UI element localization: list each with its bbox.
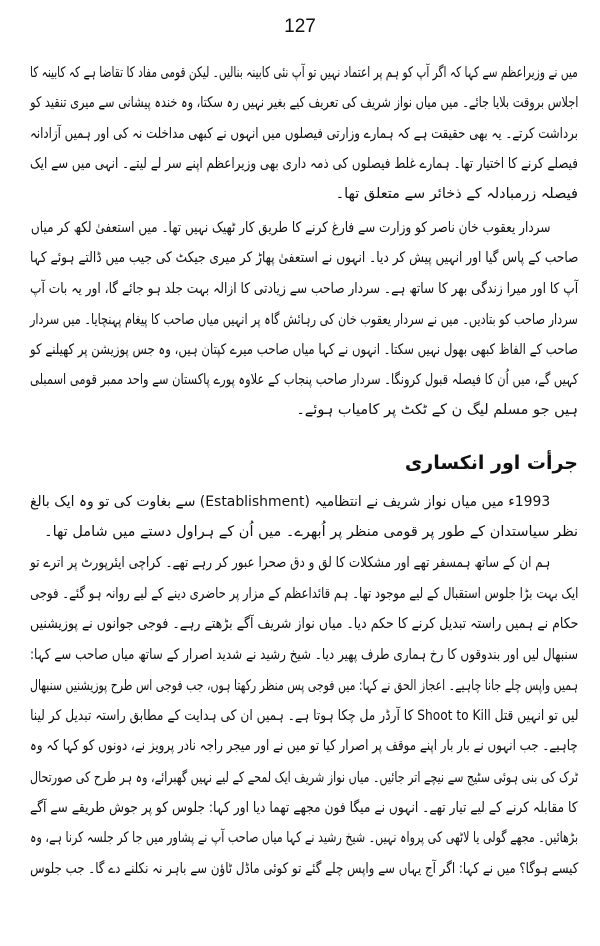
text-line [30,123,578,145]
line-text: فیصلے کرنے کا اختیار تھا۔ ہمارے غلط فیصلوں کی ذمہ داری بھی وزیراعظم اپنے سر لے لیتے۔ انہی میں سے ایک [30,156,578,172]
line-text: سردار صاحب کو بتادیں۔ میں نے سردار یعقوب خان کی رہائش گاہ پر انہیں میاں صاحب کا پیغام پہنچایا۔ میں سردار [30,312,578,328]
line-text: کہیں گے، میں اُن کا فیصلہ قبول کرونگا۔ سردار صاحب پنجاب کے علاوہ پورے پاکستان سے واحد ممبر قومی اسمبلی [29,372,578,388]
text-line [30,521,578,543]
text-line [30,613,578,635]
section-heading: جرأت اور انکساری [404,452,578,474]
line-text: سنبھال لیں اور بندوقوں کا رخ ہماری طرف پھیر دیا۔ شیخ رشید نے شدید اصرار کے ساتھ میاں صاحب سے کہا: [29,647,578,663]
text-line [30,247,578,269]
line-text: نظر سیاستدان کے طور پر قومی منظر پر اُبھرے۔ میں اُن کے ہراول دستے میں شامل تھا۔ [44,524,578,540]
line-text: لیں تو انہیں قتل Shoot to Kill کا آرڈر مل چکا ہوتا ہے۔ ہمیں ان کی ہدایت کے مطابق راستہ تبدیل کر لینا [29,708,578,724]
text-line [30,797,578,819]
line-text: کیسے ہوگا؟ میں نے کہا: اگر آج یہاں سے واپس چلے گئے تو کوئی ماڈل ٹاؤن سے باہر نہ نکلنے دے گا۔ جب جلوس [29,861,578,877]
text-line [30,92,578,114]
line-text: فیصلہ زرمبادلہ کے ذخائر سے متعلق تھا۔ [335,186,578,202]
text-line [30,217,550,239]
text-line [30,858,578,880]
text-line [30,675,578,697]
text-line [30,767,578,789]
text-line [30,583,578,605]
text-line [30,309,578,331]
line-text: صاحب کے الفاظ کبھی بھول نہیں سکتا۔ انہوں نے کہا میاں صاحب میرے کپتان ہیں، وہ جس پوزیشن پر کھیلنے کو [30,342,578,358]
line-text: بڑھائیں۔ مجھے گولی یا لاٹھی کی پرواہ نہیں۔ شیخ رشید نے کہا میاں صاحب آپ نے پشاور میں جا کر جلسہ کرنا ہے، وہ [29,830,578,846]
line-text: کا مقابلہ کرنے کے لیے تیار تھے۔ انہوں نے میگا فون مجھے تھما دیا اور کہا: جلوس کو پر جوش طریقے سے آگے [30,800,578,816]
page-number: 127 [284,16,316,37]
line-text: برداشت کرتے۔ یہ بھی حقیقت ہے کہ ہمارے وزارتی فیصلوں میں انہوں نے کبھی مداخلت نہ کی اور ہمیں آزادانہ [30,126,578,142]
line-text: سردار یعقوب خان ناصر کو وزارت سے فارغ کرنے کا طریق کار ٹھیک نہیں تھا۔ میں استعفیٰ لکھ کر میاں [30,220,550,236]
line-text: صاحب کے پاس گیا اور انہیں پیش کر دیا۔ انہوں نے استعفیٰ پھاڑ کر میری جیکٹ کی جیب میں ڈالتے ہوئے کہا [29,250,578,266]
text-line [30,827,578,849]
line-text: حکام نے ہمیں راستہ تبدیل کرنے کا حکم دیا۔ میاں نواز شریف آگے بڑھتے رہے۔ فوجی جوانوں نے پوزیشنیں [29,616,578,632]
text-line [30,339,578,361]
line-text: ہیں جو مسلم لیگ ن کے ٹکٹ پر کامیاب ہوئے۔ [296,402,578,418]
text-line [30,552,550,574]
line-text: اجلاس بروقت بلایا جائے۔ میں میاں نواز شریف کی تعریف کیے بغیر نہیں رہ سکتا، وہ خندہ پیشانی سے میری تنقید کو [29,95,578,111]
line-text: ہم ان کے ساتھ ہمسفر تھے اور مشکلات کا لق و دق صحرا عبور کر رہے تھے۔ کراچی ایئرپورٹ پر اترے تو [29,555,550,571]
text-line [30,735,578,757]
line-text: 1993ء میں میاں نواز شریف نے انتظامیہ (Establishment) سے بغاوت کی تو وہ ایک بالغ [29,494,550,510]
line-text: میں نے وزیراعظم سے کہا کہ اگر آپ کو ہم پر اعتماد نہیں تو آپ نئی کابینہ بنالیں۔ لیکن قومی مفاد کا تقاضا ہے کہ کابینہ کا [30,65,578,81]
text-line [30,153,578,175]
text-line [30,399,578,421]
line-text: ہمیں واپس چلے جانا چاہیے۔ اعجاز الحق نے کہا: میں فوجی پس منظر رکھتا ہوں، جب فوجی اس طرح پوزیشنیں سنبھال [30,678,578,694]
text-line [30,183,578,205]
text-line [30,369,578,391]
text-line [30,278,578,300]
line-text: چاہیے۔ جب انہوں نے بار بار اپنے موقف پر اصرار کیا تو میں نے اور میجر راجہ نادر پرویز نے، دونوں کو کہا کہ وہ [30,738,578,754]
line-text: آپ کا اور میرا زندگی بھر کا ساتھ ہے۔ سردار صاحب سے زیادتی کا ازالہ بہت جلد ہو جائے گا، اور یہ بات آپ [29,281,578,297]
line-text: ایک بہت بڑا جلوس استقبال کے لیے موجود تھا۔ ہم قائداعظم کے مزار پر حاضری دینے کے لیے روانہ ہو گئے۔ فوجی [29,586,578,602]
text-line [30,62,578,84]
text-line [30,491,550,513]
line-text: ٹرک کی بنی ہوئی سٹیج سے نیچے اتر جائیں۔ میاں نواز شریف ایک لمحے کے لیے نہیں گھبرائے، وہ ہر طرح کی صورتحال [29,770,578,786]
text-line [30,705,578,727]
text-line [30,644,578,666]
